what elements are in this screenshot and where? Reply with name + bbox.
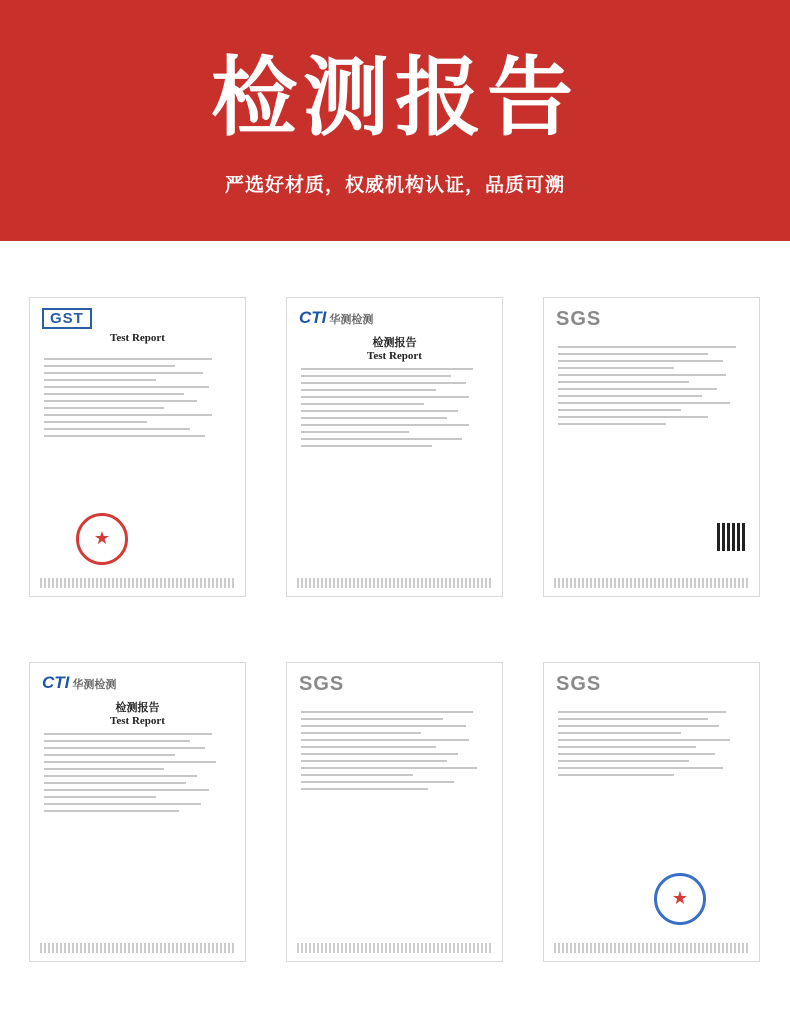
page-title: 检测报告 (211, 48, 579, 148)
qr-code (717, 523, 745, 551)
sgs-logo: SGS (299, 673, 345, 695)
official-seal (76, 513, 128, 565)
sgs-seal (654, 873, 706, 925)
cti-logo: CTI 华测检测 (42, 673, 117, 692)
report-card-sgs-2[interactable] (286, 662, 503, 962)
header-banner (0, 0, 790, 241)
sgs-logo: SGS (556, 673, 602, 695)
gst-logo: GST (42, 308, 92, 329)
report-body (558, 346, 745, 430)
report-footer (554, 943, 749, 953)
report-card-gst[interactable] (29, 297, 246, 597)
report-card-cti-2[interactable] (29, 662, 246, 962)
report-title: Test Report (110, 332, 165, 344)
report-body (301, 368, 488, 452)
report-card-sgs-3[interactable] (543, 662, 760, 962)
report-card-sgs[interactable] (543, 297, 760, 597)
report-title: 检测报告 Test Report (110, 702, 165, 727)
report-body (301, 711, 488, 795)
report-footer (40, 943, 235, 953)
report-title: 检测报告 Test Report (367, 337, 422, 362)
page-subtitle: 严选好材质，权威机构认证，品质可溯 (224, 174, 565, 196)
report-card-cti[interactable] (286, 297, 503, 597)
report-footer (297, 943, 492, 953)
report-footer (297, 578, 492, 588)
report-body (44, 358, 231, 442)
report-footer (554, 578, 749, 588)
report-body (44, 733, 231, 817)
cti-logo: CTI 华测检测 (299, 308, 374, 327)
report-body (558, 711, 745, 781)
report-footer (40, 578, 235, 588)
sgs-logo: SGS (556, 308, 602, 330)
